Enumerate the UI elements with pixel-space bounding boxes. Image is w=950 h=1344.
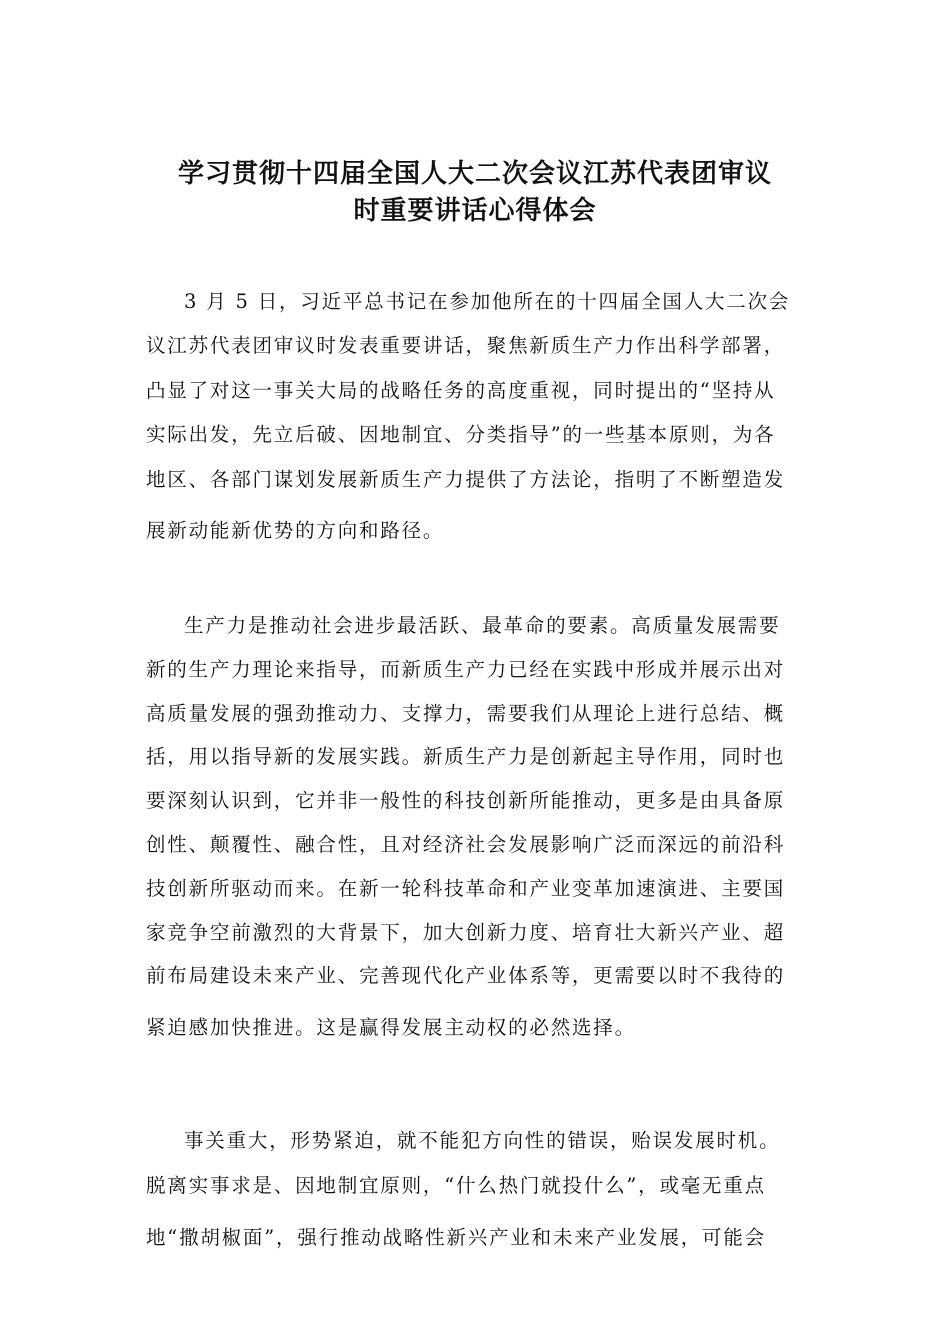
paragraph-line: 脱离实事求是、因地制宜原则，“什么热门就投什么”，或毫无重点 — [146, 1174, 766, 1197]
paragraph-line: 家竞争空前激烈的大背景下，加大创新力度、培育壮大新兴产业、超 — [146, 921, 786, 944]
paragraph-line: 高质量发展的强劲推动力、支撑力，需要我们从理论上进行总结、概 — [146, 702, 786, 725]
paragraph-line: 生产力是推动社会进步最活跃、最革命的要素。高质量发展需要 — [184, 614, 781, 637]
paragraph-line: 括，用以指导新的发展实践。新质生产力是创新起主导作用，同时也 — [146, 745, 786, 768]
paragraph-line: 技创新所驱动而来。在新一轮科技革命和产业变革加速演进、主要国 — [146, 877, 786, 900]
paragraph-line: 3 月 5 日，习近平总书记在参加他所在的十四届全国人大二次会 — [184, 290, 791, 313]
document-title-line-1: 学习贯彻十四届全国人大二次会议江苏代表团审议 — [177, 159, 772, 189]
paragraph-line: 凸显了对这一事关大局的战略任务的高度重视，同时提出的“坚持从 — [146, 379, 776, 402]
paragraph-line: 要深刻认识到，它并非一般性的科技创新所能推动，更多是由具备原 — [146, 789, 786, 812]
paragraph-line: 事关重大，形势紧迫，就不能犯方向性的错误，贻误发展时机。 — [184, 1129, 781, 1152]
paragraph-line: 创性、颠覆性、融合性，且对经济社会发展影响广泛而深远的前沿科 — [146, 833, 786, 856]
paragraph-line: 新的生产力理论来指导，而新质生产力已经在实践中形成并展示出对 — [146, 658, 786, 681]
paragraph-line: 紧迫感加快推进。这是赢得发展主动权的必然选择。 — [146, 1016, 636, 1039]
paragraph-line: 前布局建设未来产业、完善现代化产业体系等，更需要以时不我待的 — [146, 964, 786, 987]
document-title-line-2: 时重要讲话心得体会 — [353, 196, 597, 226]
paragraph-line: 议江苏代表团审议时发表重要讲话，聚焦新质生产力作出科学部署， — [146, 334, 786, 357]
paragraph-line: 实际出发，先立后破、因地制宜、分类指导”的一些基本原则，为各 — [146, 423, 776, 446]
paragraph-line: 地区、各部门谋划发展新质生产力提供了方法论，指明了不断塑造发 — [146, 468, 786, 491]
paragraph-line: 地“撒胡椒面”，强行推动战略性新兴产业和未来产业发展，可能会 — [146, 1226, 766, 1249]
paragraph-line: 展新动能新优势的方向和路径。 — [146, 519, 445, 542]
